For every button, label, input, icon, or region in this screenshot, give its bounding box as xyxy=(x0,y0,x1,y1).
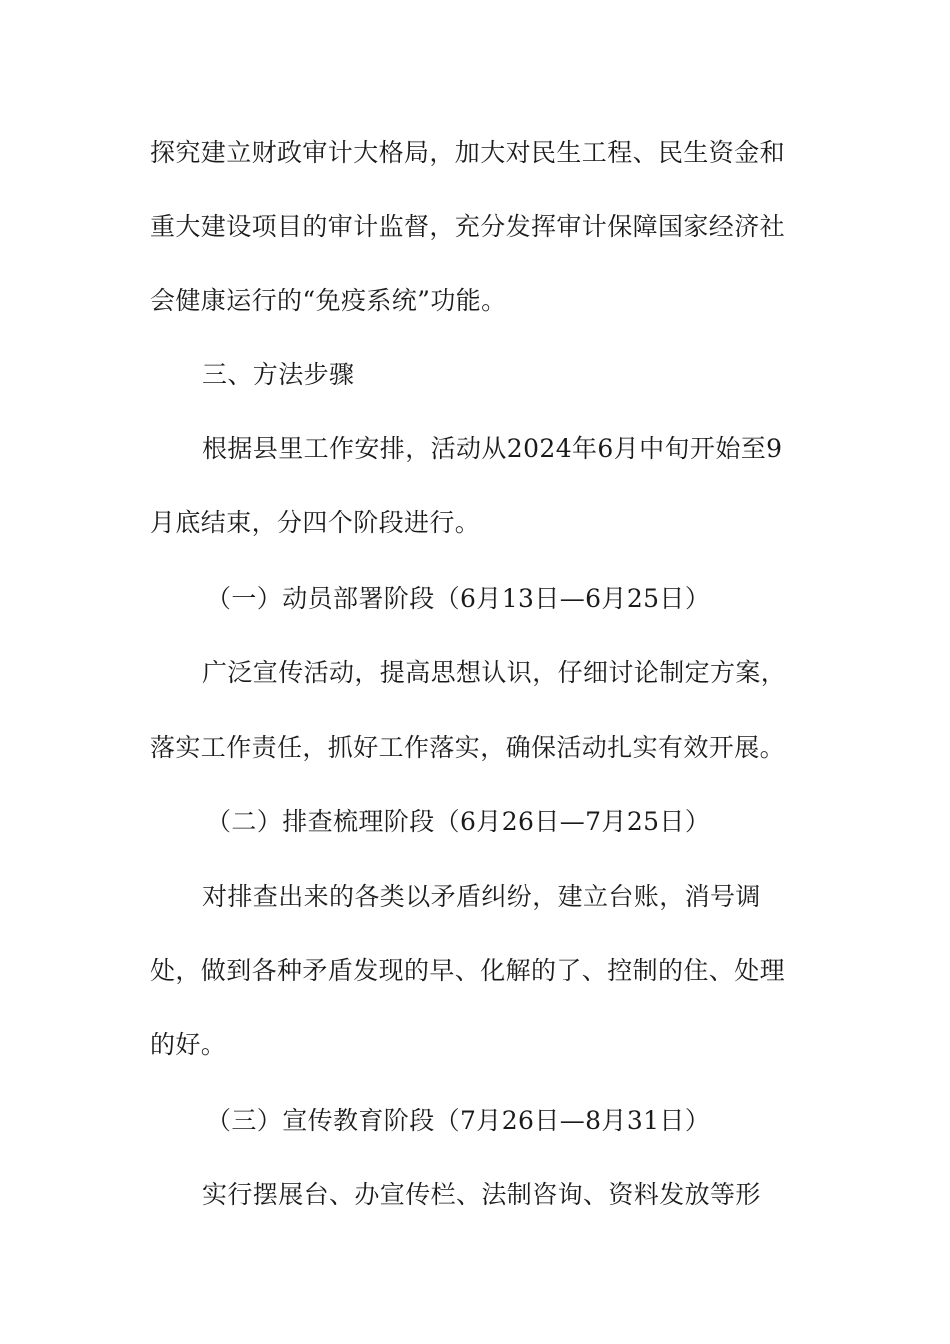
paragraph-line: 广泛宣传活动，提高思想认识，仔细讨论制定方案， xyxy=(202,658,787,687)
paragraph-line: 探究建立财政审计大格局，加大对民生工程、民生资金和 xyxy=(150,138,786,167)
paragraph-line: 实行摆展台、办宣传栏、法制咨询、资料发放等形 xyxy=(202,1180,761,1209)
paragraph-line: 会健康运行的“免疫系统”功能。 xyxy=(150,286,507,315)
paragraph-line: 处，做到各种矛盾发现的早、化解的了、控制的住、处理 xyxy=(150,956,786,985)
paragraph-line: 落实工作责任，抓好工作落实，确保活动扎实有效开展。 xyxy=(150,733,786,762)
section-heading: 三、方法步骤 xyxy=(202,360,355,389)
paragraph-line: 对排查出来的各类以矛盾纠纷，建立台账，消号调 xyxy=(202,882,761,911)
subsection-heading: （一）动员部署阶段（6月13日—6月25日） xyxy=(206,584,711,613)
paragraph-line: 重大建设项目的审计监督，充分发挥审计保障国家经济社 xyxy=(150,212,786,241)
subsection-heading: （三）宣传教育阶段（7月26日—8月31日） xyxy=(206,1106,711,1135)
subsection-heading: （二）排查梳理阶段（6月26日—7月25日） xyxy=(206,807,711,836)
paragraph-line: 的好。 xyxy=(150,1030,227,1059)
paragraph-line: 根据县里工作安排，活动从2024年6月中旬开始至9 xyxy=(202,434,783,463)
paragraph-line: 月底结束，分四个阶段进行。 xyxy=(150,508,481,537)
